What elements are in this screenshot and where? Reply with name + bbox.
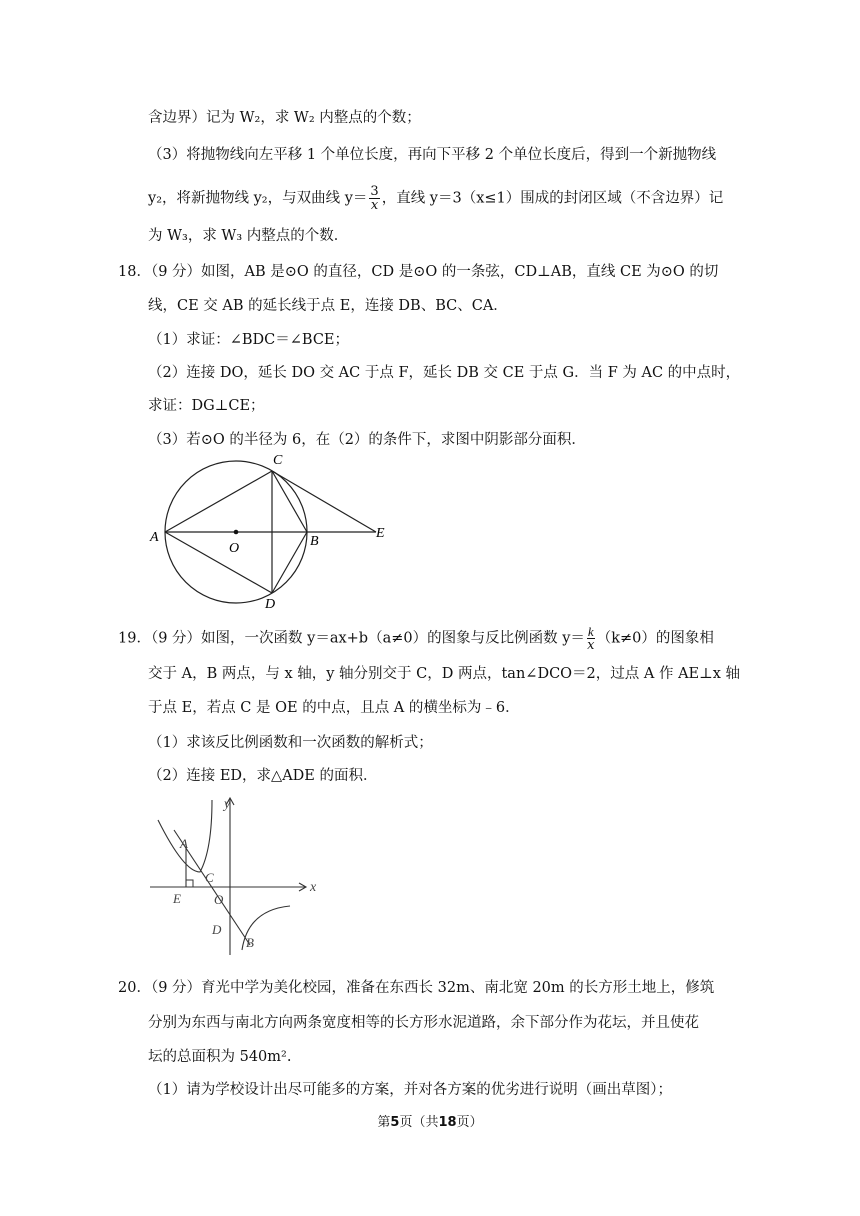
q19-line-2: 交于 A，B 两点，与 x 轴，y 轴分别交于 C，D 两点，tan∠DCO＝2，过点 A 作 AE⊥x 轴	[148, 666, 741, 682]
q17-line-2: （3）将抛物线向左平移 1 个单位长度，再向下平移 2 个单位长度后，得到一个新抛物线	[148, 147, 717, 163]
page-footer	[0, 1111, 860, 1130]
q19-line-1	[118, 625, 714, 652]
q19-line-1-start: 19．（9 分）如图，一次函数 y＝ax+b（a≠0）的图象与反比例函数 y＝	[118, 630, 585, 647]
q20-part-1: （1）请为学校设计出尽可能多的方案，并对各方案的优劣进行说明（画出草图）；	[148, 1082, 672, 1098]
footer-prefix: 第	[377, 1115, 391, 1130]
q19-frac-den: x	[587, 638, 595, 653]
label-x: x	[310, 880, 317, 895]
label-d: D	[212, 922, 222, 937]
q19-part-1: （1）求该反比例函数和一次函数的解析式；	[148, 735, 433, 751]
q19-fraction	[587, 625, 595, 652]
label-c: C	[205, 870, 214, 885]
label-b: B	[310, 534, 319, 549]
label-y: y	[224, 797, 231, 812]
q18-line-1: 18．（9 分）如图，AB 是⊙O 的直径，CD 是⊙O 的一条弦，CD⊥AB，直线 CE 为⊙O 的切	[118, 264, 719, 280]
q18-part-3: （3）若⊙O 的半径为 6，在（2）的条件下，求图中阴影部分面积．	[148, 432, 586, 448]
label-b: B	[246, 935, 254, 950]
label-d: D	[265, 597, 276, 612]
center-o	[234, 530, 239, 535]
label-e: E	[173, 891, 181, 906]
label-a: A	[150, 530, 159, 545]
segment-ad	[165, 532, 272, 593]
q19-graph-figure	[140, 790, 330, 960]
right-angle-mark	[186, 880, 193, 887]
q19-line-1-end: （k≠0）的图象相	[596, 630, 714, 647]
segment-cb	[272, 471, 307, 532]
q20-line-3: 坛的总面积为 540m².	[148, 1049, 292, 1065]
q17-line-3-start: y₂，将新抛物线 y₂，与双曲线 y＝	[148, 190, 368, 207]
footer-page-number: 5	[390, 1115, 400, 1130]
q18-part-2a: （2）连接 DO，延长 DO 交 AC 于点 F，延长 DB 交 CE 于点 G．当 F 为 AC 的中点时，	[148, 365, 741, 381]
q17-line-4: 为 W₃，求 W₃ 内整点的个数．	[148, 228, 349, 244]
q20-line-2: 分别为东西与南北方向两条宽度相等的长方形水泥道路，余下部分作为花坛，并且使花	[148, 1015, 699, 1031]
q18-part-2b: 求证：DG⊥CE；	[148, 398, 265, 414]
q18-circle-figure	[140, 448, 400, 618]
q17-line-3-end: ，直线 y＝3（x≤1）围成的封闭区域（不含边界）记	[381, 190, 724, 207]
footer-total-pages: 18	[438, 1115, 457, 1130]
label-a: A	[180, 836, 188, 851]
q17-line-1: 含边界）记为 W₂，求 W₂ 内整点的个数；	[148, 110, 421, 126]
segment-ac	[165, 471, 272, 532]
label-o: O	[214, 892, 224, 907]
label-o: O	[229, 541, 240, 556]
tangent-ce	[272, 471, 376, 532]
q17-line-3	[148, 185, 723, 212]
q18-line-2: 线，CE 交 AB 的延长线于点 E，连接 DB、BC、CA．	[148, 298, 508, 314]
q19-part-2: （2）连接 ED，求△ADE 的面积．	[148, 768, 378, 784]
q17-frac-den: x	[370, 198, 379, 213]
footer-middle: 页（共	[399, 1115, 439, 1130]
q18-part-1: （1）求证：∠BDC＝∠BCE；	[148, 332, 350, 348]
q20-line-1: 20．（9 分）育光中学为美化校园，准备在东西长 32m、南北宽 20m 的长方形土地上，修筑	[118, 980, 715, 996]
q17-frac-num: 3	[370, 184, 379, 199]
footer-suffix: 页）	[456, 1115, 483, 1130]
q19-line-3: 于点 E，若点 C 是 OE 的中点，且点 A 的横坐标为﹣6．	[148, 700, 520, 716]
label-e: E	[376, 526, 385, 541]
q17-fraction	[369, 185, 379, 212]
segment-db	[272, 532, 307, 593]
label-c: C	[273, 453, 283, 468]
q19-frac-num: k	[587, 624, 594, 639]
